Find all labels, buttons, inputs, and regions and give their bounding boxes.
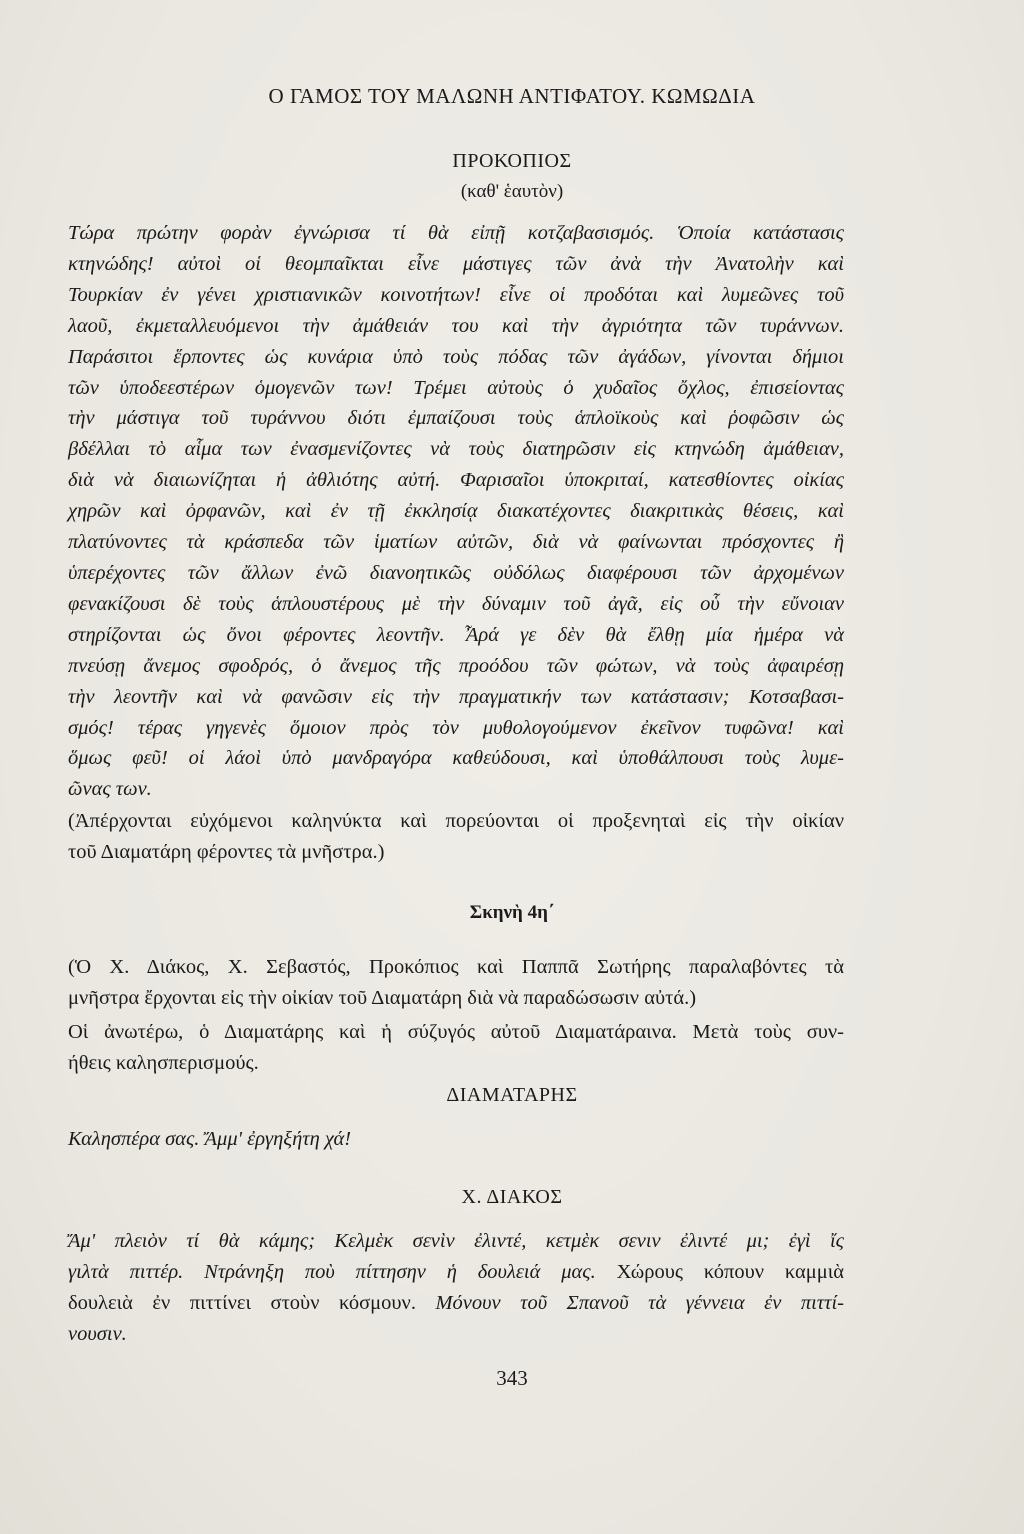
text-line: Ἄμ' πλειὸν τί θὰ κάμης; Κελμὲκ σενὶν ἐλιντέ, κετμὲκ σενιν ἐλιντέ μι; ἐγὶ ἴς: [68, 1230, 844, 1252]
speech-diakos: [68, 1226, 844, 1350]
stage-direction-persons: [68, 1017, 844, 1079]
text-line: τῶν ὑποδεεστέρων ὁμογενῶν των! Τρέμει αὐτοὺς ὁ χυδαῖος ὄχλος, ἐπισείοντας: [68, 376, 844, 399]
text-line: (Ὁ Χ. Διάκος, Χ. Σεβαστός, Προκόπιος καὶ Παππᾶ Σωτήρης παραλαβόντες τὰ: [68, 956, 844, 978]
text-line: κτηνώδης! αὐτοὶ οἱ θεομπαῖκται εἶνε μάστιγες τῶν ἀνὰ τὴν Ἀνατολὴν καὶ: [68, 252, 844, 275]
speech-diamataris: [68, 1124, 844, 1155]
text-line: νουσιν.: [68, 1322, 127, 1345]
page-number: 343: [496, 1366, 528, 1390]
text-line: τὴν μάστιγα τοῦ τυράννου διότι ἐμπαίζουσι τοὺς ἁπλοϊκοὺς καὶ ῥοφῶσιν ὡς: [68, 407, 844, 430]
text-line: (Ἀπέρχονται εὐχόμενοι καληνύκτα καὶ πορεύονται οἱ προξενηταὶ εἰς τὴν οἰκίαν: [68, 810, 844, 832]
text-line: ὑπερέχοντες τῶν ἄλλων ἐνῶ διανοητικῶς οὐδόλως διαφέρουσι τῶν ἀρχομένων: [68, 561, 844, 584]
stage-direction-exit: [68, 806, 844, 868]
text-line: σμός! τέρας γηγενὲς ὅμοιον πρὸς τὸν μυθολογούμενον ἐκεῖνον τυφῶνα! καὶ: [68, 716, 844, 739]
text-line: μνῆστρα ἔρχονται εἰς τὴν οἰκίαν τοῦ Διαματάρη διὰ νὰ παραδώσωσιν αὐτά.): [68, 986, 697, 1009]
scene-title: Σκηνὴ 4η΄: [469, 902, 555, 923]
text-line: πλατύνοντες τὰ κράσπεδα τῶν ἱματίων αὐτῶν, διὰ νὰ φαίνωνται πρόσχοντες ἢ: [68, 531, 844, 554]
running-head: Ο ΓΑΜΟΣ ΤΟΥ ΜΑΛΩΝΗ ΑΝΤΙΦΑΤΟΥ. ΚΩΜΩΔΙΑ: [268, 84, 756, 108]
stage-direction-aside: (καθ' ἑαυτὸν): [460, 181, 564, 202]
text-line: Τώρα πρώτην φορὰν ἐγνώρισα τί θὰ εἰπῇ κοτζαβασισμός. Ὁποία κατάστασις: [68, 222, 844, 244]
text-line: βδέλλαι τὸ αἷμα των ἐνασμενίζοντες νὰ τοὺς διατηρῶσιν εἰς κτηνώδη ἀμάθειαν,: [68, 438, 844, 461]
text-fragment: Μόνουν τοῦ Σπανοῦ τὰ γέννεια ἐν πιττί-: [415, 1291, 844, 1314]
text-fragment: δουλειὰ ἐν πιττίνει στοὺν κόσμουν.: [68, 1291, 416, 1314]
text-line: φενακίζουσι δὲ τοὺς ἁπλουστέρους μὲ τὴν δύναμιν τοῦ ἀγᾶ, εἰς οὗ τὴν εὔνοιαν: [68, 592, 844, 615]
text-fragment: Χώρους κόπουν καμμιὰ: [595, 1260, 844, 1283]
stage-direction-enter: [68, 952, 844, 1014]
text-line: Οἱ ἀνωτέρω, ὁ Διαματάρης καὶ ἡ σύζυγός αὐτοῦ Διαματάραινα. Μετὰ τοὺς συν-: [68, 1021, 844, 1043]
text-line: τὴν λεοντῆν καὶ νὰ φανῶσιν εἰς τὴν πραγματικήν των κατάστασιν; Κοτσαβασι-: [68, 685, 844, 708]
text-line: ήθεις καλησπερισμούς.: [68, 1051, 259, 1074]
text-line: ῶνας των.: [68, 778, 152, 801]
text-line: λαοῦ, ἐκμεταλλευόμενοι τὴν ἀμάθειάν του καὶ τὴν ἀγριότητα τῶν τυράννων.: [68, 314, 844, 337]
text-line: Παράσιτοι ἕρποντες ὡς κυνάρια ὑπὸ τοὺς πόδας τῶν ἀγάδων, γίνονται δήμιοι: [68, 345, 844, 368]
text-line: χηρῶν καὶ ὀρφανῶν, καὶ ἐν τῇ ἐκκλησίᾳ διακατέχοντες διακριτικὰς θέσεις, καὶ: [68, 500, 844, 523]
text-line: στηρίζονται ὡς ὄνοι φέροντες λεοντῆν. Ἆρά γε δὲν θὰ ἔλθῃ μία ἡμέρα νὰ: [68, 623, 844, 646]
text-line: τοῦ Διαματάρη φέροντες τὰ μνῆστρα.): [68, 840, 385, 863]
speaker-prokopios: ΠΡΟΚΟΠΙΟΣ: [452, 150, 572, 172]
text-line: ὅμως φεῦ! οἱ λάοὶ ὑπὸ μανδραγόρα καθεύδουσι, καὶ ὑποθάλπουσι τοὺς λυμε-: [68, 747, 844, 770]
text-line: διὰ νὰ διαιωνίζηται ἡ ἀθλιότης αὐτή. Φαρισαῖοι ὑποκριταί, κατεσθίοντες οἰκίας: [68, 469, 844, 492]
text-line: πνεύσῃ ἄνεμος σφοδρός, ὁ ἄνεμος τῆς προόδου τῶν φώτων, νὰ τοὺς ἀφαιρέσῃ: [68, 654, 844, 677]
speaker-diamataris: ΔΙΑΜΑΤΑΡΗΣ: [446, 1084, 578, 1106]
text-line: Καλησπέρα σας. Ἄμμ' ἐργηξήτη χά!: [68, 1128, 352, 1150]
text-line: Τουρκίαν ἐν γένει χριστιανικῶν κοινοτήτων! εἶνε οἱ προδόται καὶ λυμεῶνες τοῦ: [68, 283, 844, 306]
speech-prokopios: [68, 218, 844, 805]
speaker-diakos: Χ. ΔΙΑΚΟΣ: [461, 1186, 563, 1208]
text-line: [68, 1288, 844, 1319]
text-fragment: γιλτὰ πιττέρ. Ντράνηξη ποὺ πίττησην ἡ δουλειά μας.: [68, 1260, 596, 1283]
text-line: [68, 1257, 844, 1288]
